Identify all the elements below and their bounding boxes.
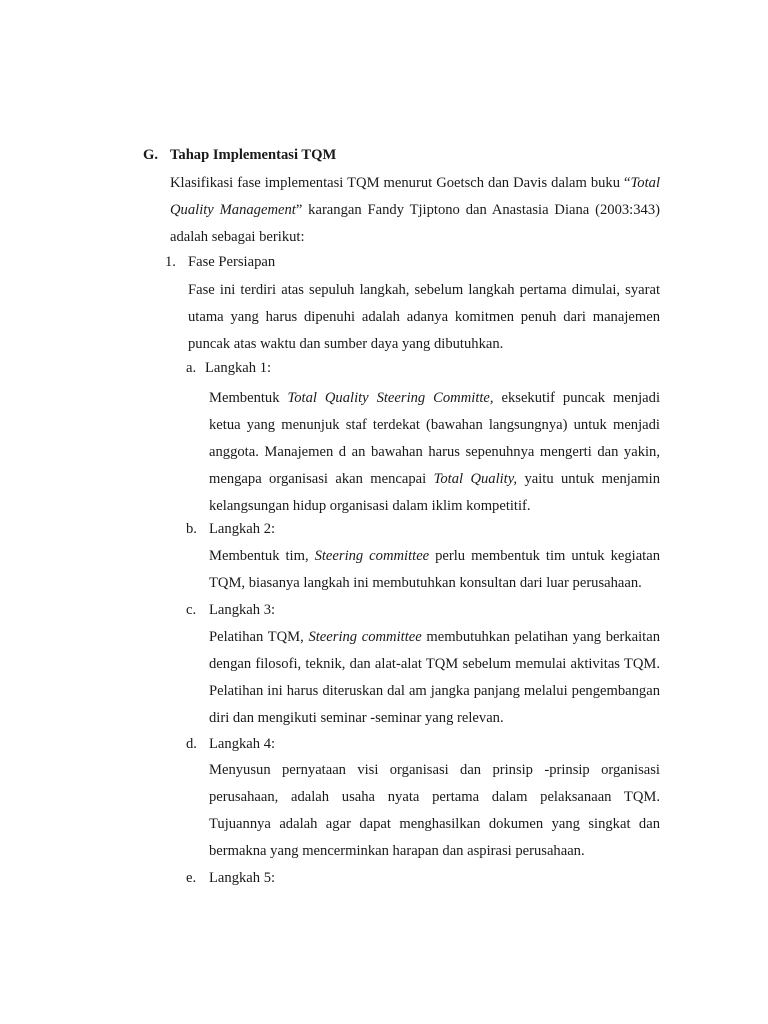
step-label: Langkah 2:	[209, 521, 276, 537]
step-marker: b.	[186, 521, 197, 537]
step-3-text	[209, 624, 660, 732]
step-1-text	[209, 385, 660, 520]
book-title: Total Quality Management	[170, 175, 660, 218]
step-marker: e.	[186, 870, 197, 886]
step-label: Langkah 4:	[209, 736, 276, 752]
step-emphasis: Steering committee	[314, 548, 430, 564]
intro-text-1: Klasifikasi fase implementasi TQM menurut Goetsch dan Davis dalam buku “	[170, 175, 631, 191]
step-emphasis: Total Quality Steering Committe,	[287, 390, 494, 406]
list-number: 1.	[165, 254, 176, 270]
step-marker: d.	[186, 736, 197, 752]
step-text: Pelatihan TQM,	[209, 629, 309, 645]
intro-paragraph	[170, 170, 660, 251]
step-label: Langkah 5:	[209, 870, 276, 886]
step-text: membutuhkan pelatihan yang berkaitan dengan filosofi, teknik, dan alat-alat TQM sebelum memulai aktivitas TQM. Pelatihan ini harus diteruskan dal am jangka panjang melalui pengembangan diri dan mengikuti seminar -seminar yang relevan.	[209, 629, 660, 726]
section-title: Tahap Implementasi TQM	[170, 147, 337, 163]
step-emphasis: Steering committee	[308, 629, 422, 645]
step-label: Langkah 3:	[209, 602, 276, 618]
step-text: Membentuk	[209, 390, 288, 406]
step-4-text: Menyusun pernyataan visi organisasi dan prinsip -prinsip organisasi perusahaan, adalah usaha nyata pertama dalam pelaksanaan TQM. Tujuannya adalah agar dapat menghasilkan dokumen yang singkat dan bermakna yang mencerminkan harapan dan aspirasi perusahaan.	[209, 762, 660, 859]
step-text: eksekutif puncak menjadi ketua yang menunjuk staf terdekat (bawahan langsungnya) untuk menjadi anggota. Manajemen d an bawahan harus sepenuhnya mengerti dan yakin, mengapa organisasi akan mencapai	[209, 390, 661, 487]
step-emphasis: Total Quality,	[433, 471, 518, 487]
fase-description: Fase ini terdiri atas sepuluh langkah, sebelum langkah pertama dimulai, syarat utama yang harus dipenuhi adalah adanya komitmen penuh dari manajemen puncak atas waktu dan sumber daya yang dibutuhkan.	[188, 282, 660, 352]
step-marker: a.	[186, 360, 197, 376]
step-text: perlu membentuk tim untuk kegiatan TQM, biasanya langkah ini membutuhkan konsultan dari luar perusahaan.	[209, 548, 661, 591]
list-label: Fase Persiapan	[188, 254, 276, 270]
section-marker: G.	[143, 147, 158, 163]
step-marker: c.	[186, 602, 197, 618]
intro-text-2: ” karangan Fandy Tjiptono dan Anastasia Diana (2003:343) adalah sebagai berikut:	[170, 202, 660, 245]
step-label: Langkah 1:	[205, 360, 272, 376]
step-text: Membentuk tim,	[209, 548, 315, 564]
step-text: yaitu untuk menjamin kelangsungan hidup organisasi dalam iklim kompetitif.	[209, 471, 660, 514]
step-2-text	[209, 543, 660, 597]
